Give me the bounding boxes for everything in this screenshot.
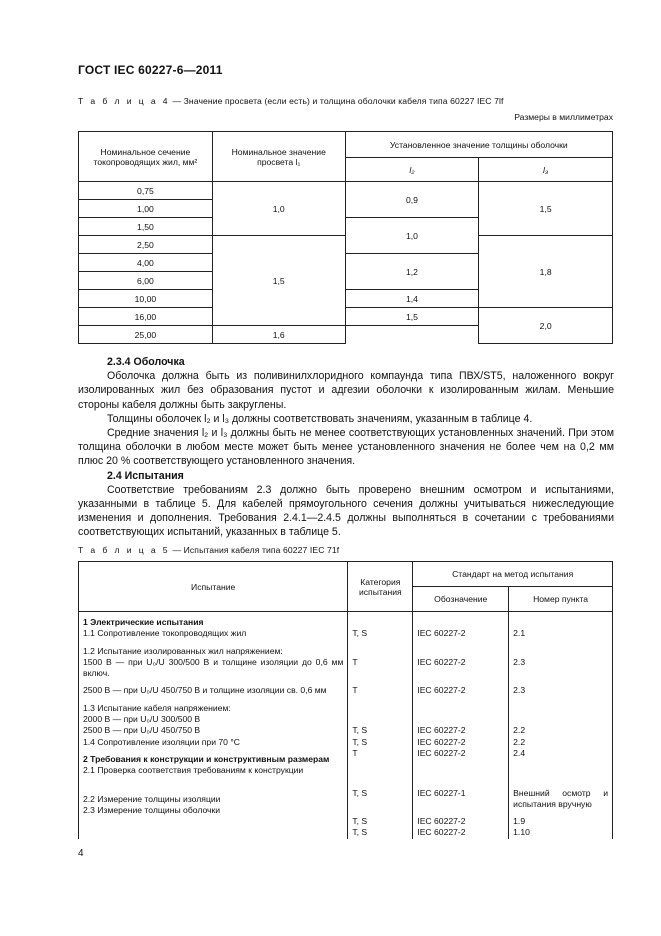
table4-cell-gap: 1,5 xyxy=(212,236,345,326)
table5-clause-column xyxy=(509,612,613,839)
table4-cell-section: 0,75 xyxy=(79,182,213,200)
table5-category: T, S xyxy=(352,725,368,736)
table5-clause: 2.3 xyxy=(513,685,526,696)
table5-clause: 2.2 xyxy=(513,736,526,747)
table5-category: T, S xyxy=(352,736,368,747)
table4-cell-l2: 0,9 xyxy=(345,182,479,218)
table4-cell-l2: 1,0 xyxy=(345,218,479,254)
table5-category: T xyxy=(352,656,358,667)
table5-clause: 2.3 xyxy=(513,656,526,667)
page-number: 4 xyxy=(78,848,84,859)
table5-header-category: Категория испытания xyxy=(348,562,413,612)
table5-category: T, S xyxy=(352,816,368,827)
table5-caption-text: — Испытания кабеля типа 60227 IEC 71f xyxy=(169,545,340,555)
table4-header-thickness: Установленное значение толщины оболочки xyxy=(345,132,612,158)
table5-category: T xyxy=(352,685,358,696)
paragraph: Толщины оболочек l₂ и l₃ должны соответствовать значениям, указанным в таблице 4. xyxy=(107,412,533,425)
table5-header-test: Испытание xyxy=(79,562,348,612)
table5-designation-column xyxy=(413,612,509,839)
section-2-3-4 xyxy=(78,355,614,540)
table5-designation: IEC 60227-1 xyxy=(417,787,466,798)
table5-test-column xyxy=(79,612,348,839)
table5-test: 2.1 Проверка соответствия требованиям к конструкции xyxy=(83,765,304,776)
section-title: 2.3.4 Оболочка xyxy=(107,356,185,368)
table4-cell-l3: 1,5 xyxy=(479,182,613,236)
table5-clause: 1.10 xyxy=(513,827,530,838)
table4-header-l2: l₂ xyxy=(345,158,479,182)
table4-cell-section: 6,00 xyxy=(79,272,213,290)
table5-group: 1 Электрические испытания xyxy=(83,617,204,627)
table5-test: 2500 В — при U₀/U 450/750 В xyxy=(83,725,201,736)
table5-clause: 2.2 xyxy=(513,725,526,736)
table5-header-designation: Обозначение xyxy=(413,587,509,612)
table5-caption xyxy=(78,545,339,555)
table4-cell-l2: 1,5 xyxy=(345,308,479,326)
table4-cell-l2: 1,2 xyxy=(345,254,479,290)
table5-clause: 2.1 xyxy=(513,628,526,639)
table4-cell-section: 16,00 xyxy=(79,308,213,326)
table4-header-section: Номинальное сечение токопроводящих жил, мм² xyxy=(79,132,213,182)
table5-test: 1.4 Сопротивление изоляции при 70 °С xyxy=(83,736,240,747)
table5-designation: IEC 60227-2 xyxy=(417,736,466,747)
table4-cell-section: 10,00 xyxy=(79,290,213,308)
table5-designation: IEC 60227-2 xyxy=(417,628,466,639)
table5-test: 1.2 Испытание изолированных жил напряжением: xyxy=(83,645,283,656)
table5-designation: IEC 60227-2 xyxy=(417,816,466,827)
table5-header-clause: Номер пункта xyxy=(509,587,613,612)
table5-category-column xyxy=(348,612,413,839)
table4-cell-gap: 1,0 xyxy=(212,182,345,236)
table5-test: 1.1 Сопротивление токопроводящих жил xyxy=(83,628,247,639)
table5-clause: Внешний осмотр и испытания вручную xyxy=(513,787,608,810)
table5-designation: IEC 60227-2 xyxy=(417,827,466,838)
table5 xyxy=(78,561,613,839)
table5-clause: 2.4 xyxy=(513,747,526,758)
table4-cell-section: 1,50 xyxy=(79,218,213,236)
table4-cell-section: 25,00 xyxy=(79,326,213,344)
table5-designation: IEC 60227-2 xyxy=(417,747,466,758)
paragraph: Соответствие требованиям 2.3 должно быть проверено внешним осмотром и испытаниями, указанными в таблице 5. Для кабелей прямоугольного сечения должны учитываться нижеследующие изменения и дополнения. Требования 2.4.1—2.4.5 должны выполняться в сочетании с требованиями соответствующих испытаний, указанных в таблице 5. xyxy=(78,483,614,539)
table4-caption-prefix: Т а б л и ц а 4 xyxy=(78,96,170,106)
table4-caption-text: — Значение просвета (если есть) и толщина оболочки кабеля типа 60227 IEC 7lf xyxy=(169,96,504,106)
table4-cell-section: 2,50 xyxy=(79,236,213,254)
table4-caption xyxy=(78,96,503,106)
paragraph: Средние значения l₂ и l₃ должны быть не менее соответствующих установленных значений. При этом толщина оболочки в любом месте может быть менее установленного значения не более чем на 0,2 мм плюс 20 % соответствующего установленного значения. xyxy=(78,427,614,468)
table5-category: T, S xyxy=(352,628,368,639)
table4-cell-section: 1,00 xyxy=(79,200,213,218)
page-header: ГОСТ IEC 60227-6—2011 xyxy=(78,63,223,77)
table5-designation: IEC 60227-2 xyxy=(417,725,466,736)
table5-group: 2 Требования к конструкции и конструктивным размерам xyxy=(83,753,330,764)
table5-test: 1.3 Испытание кабеля напряжением: xyxy=(83,702,231,713)
table5-test: 2.3 Измерение толщины оболочки xyxy=(83,804,221,815)
table5-header-standard: Стандарт на метод испытания xyxy=(413,562,613,587)
table4-cell-l3: 1,8 xyxy=(479,236,613,308)
table4-header-gap: Номинальное значение просвета l₁ xyxy=(212,132,345,182)
table4-header-l3: l₃ xyxy=(479,158,613,182)
table5-designation: IEC 60227-2 xyxy=(417,685,466,696)
table4-cell-section: 4,00 xyxy=(79,254,213,272)
table5-clause: 1.9 xyxy=(513,816,526,827)
table5-category: T, S xyxy=(352,827,368,838)
table4-cell-l2: 1,6 xyxy=(212,326,345,344)
table5-designation: IEC 60227-2 xyxy=(417,656,466,667)
table4-cell-l2: 1,4 xyxy=(345,290,479,308)
table4 xyxy=(78,131,613,344)
table5-caption-prefix: Т а б л и ц а 5 xyxy=(78,545,170,555)
table5-test: 2.2 Измерение толщины изоляции xyxy=(83,793,221,804)
section-title: 2.4 Испытания xyxy=(107,469,184,482)
paragraph: Оболочка должна быть из поливинилхлоридного компаунда типа ПВХ/ST5, наложенного вокруг изолированных жил без образования пустот и адгезии оболочки к изолированным жилам. Меньшие стороны кабеля должны быть закруглены. xyxy=(78,370,614,411)
table5-category: T xyxy=(352,747,358,758)
table4-cell-l3: 2,0 xyxy=(479,308,613,344)
table5-test: 1500 В — при U₀/U 300/500 В и толщине изоляции до 0,6 мм включ. xyxy=(83,656,344,679)
table5-test: 2500 В — при U₀/U 450/750 В и толщине изоляции св. 0,6 мм xyxy=(83,685,327,696)
table5-category: T, S xyxy=(352,787,368,798)
table5-test: 2000 В — при U₀/U 300/500 В xyxy=(83,714,201,725)
table4-units: Размеры в миллиметрах xyxy=(514,112,613,122)
